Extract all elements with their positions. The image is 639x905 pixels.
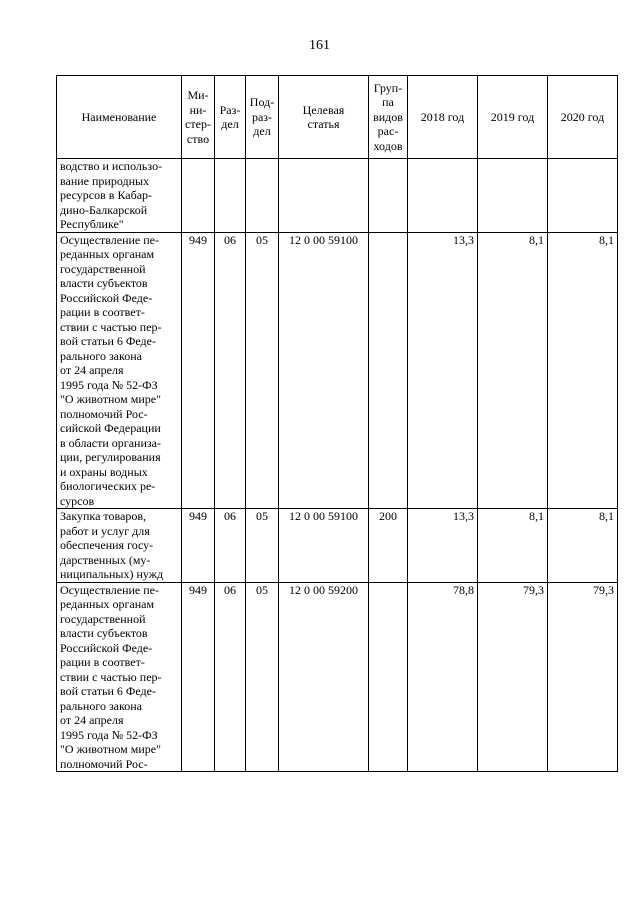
row-subsection — [246, 159, 279, 233]
header-subsection: Под- раз- дел — [246, 76, 279, 159]
row-name: Осуществление пе- реданных органам государственной власти субъектов Российской Феде- рации в соответ- ствии с частью пер- вой статьи 6 Феде- рального закона от 24 апреля 1995 года № 52-ФЗ "О животном мире" полномочий Рос- — [57, 582, 182, 772]
header-2018: 2018 год — [408, 76, 478, 159]
row-target — [279, 159, 369, 233]
header-group: Груп- па видов рас- ходов — [369, 76, 408, 159]
row-section — [215, 159, 246, 233]
row-2019: 8,1 — [478, 509, 548, 583]
header-2020: 2020 год — [548, 76, 618, 159]
row-section: 06 — [215, 232, 246, 509]
row-2019: 79,3 — [478, 582, 548, 772]
row-2018: 78,8 — [408, 582, 478, 772]
row-2019: 8,1 — [478, 232, 548, 509]
row-subsection: 05 — [246, 232, 279, 509]
header-section: Раз- дел — [215, 76, 246, 159]
table-row — [57, 159, 618, 233]
row-ministry: 949 — [182, 582, 215, 772]
row-2019 — [478, 159, 548, 233]
row-section: 06 — [215, 582, 246, 772]
row-name: Закупка товаров, работ и услуг для обеспечения госу- дарственных (му- ниципальных) нужд — [57, 509, 182, 583]
row-ministry: 949 — [182, 509, 215, 583]
row-target: 12 0 00 59200 — [279, 582, 369, 772]
header-name: Наименование — [57, 76, 182, 159]
row-name: водство и использо- вание природных ресурсов в Кабар- дино-Балкарской Республике" — [57, 159, 182, 233]
row-group: 200 — [369, 509, 408, 583]
header-row — [57, 76, 618, 159]
row-section: 06 — [215, 509, 246, 583]
row-2020 — [548, 159, 618, 233]
header-target: Целевая статья — [279, 76, 369, 159]
row-2018 — [408, 159, 478, 233]
row-ministry — [182, 159, 215, 233]
row-ministry: 949 — [182, 232, 215, 509]
table-row — [57, 232, 618, 509]
header-2019: 2019 год — [478, 76, 548, 159]
row-2020: 8,1 — [548, 509, 618, 583]
table-row — [57, 509, 618, 583]
row-group — [369, 582, 408, 772]
row-subsection: 05 — [246, 582, 279, 772]
row-name: Осуществление пе- реданных органам государственной власти субъектов Российской Феде- рации в соответ- ствии с частью пер- вой статьи 6 Феде- рального закона от 24 апреля 1995 года № 52-ФЗ "О животном мире" полномочий Рос- сийской Федерации в области организа- ции, регулирования и охраны водных биологических ре- сурсов — [57, 232, 182, 509]
header-ministry: Ми- ни- стер- ство — [182, 76, 215, 159]
row-2018: 13,3 — [408, 509, 478, 583]
row-group — [369, 232, 408, 509]
row-group — [369, 159, 408, 233]
table-row — [57, 582, 618, 772]
row-2020: 8,1 — [548, 232, 618, 509]
row-target: 12 0 00 59100 — [279, 232, 369, 509]
row-subsection: 05 — [246, 509, 279, 583]
row-2020: 79,3 — [548, 582, 618, 772]
row-target: 12 0 00 59100 — [279, 509, 369, 583]
row-2018: 13,3 — [408, 232, 478, 509]
page-number: 161 — [309, 38, 330, 53]
budget-table — [56, 75, 618, 772]
